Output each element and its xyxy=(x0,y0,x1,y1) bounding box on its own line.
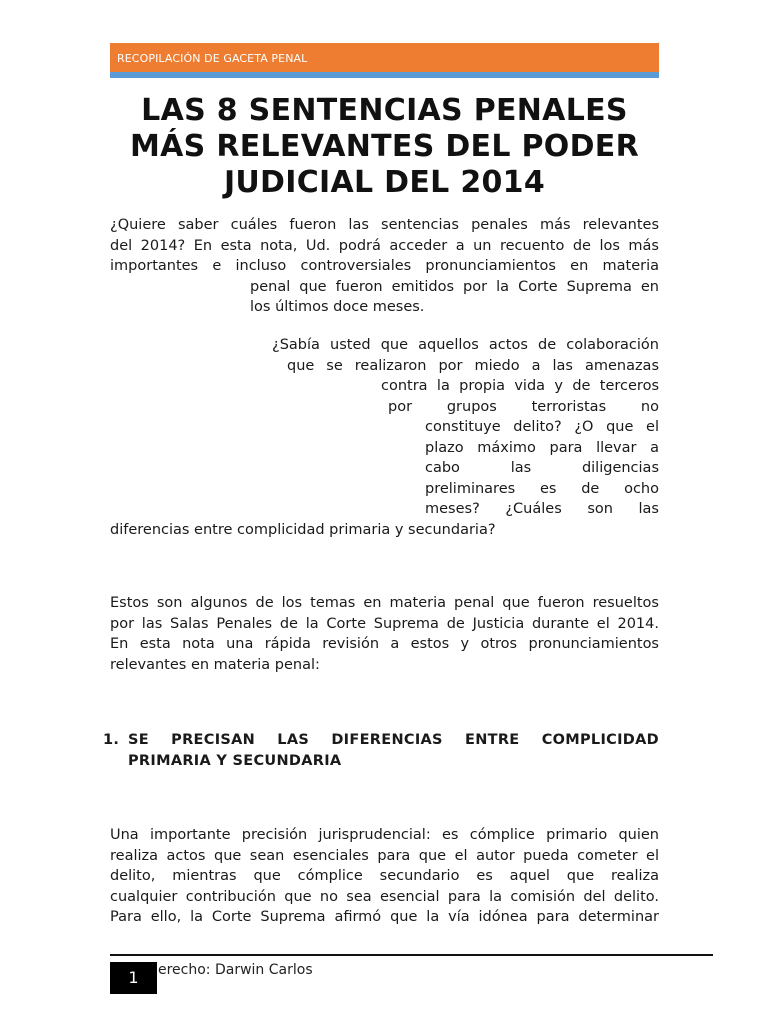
text-line: relevantes en materia penal: xyxy=(110,656,320,673)
footer-rule xyxy=(110,954,713,956)
text-line: preliminares es de ocho xyxy=(425,480,659,497)
text-line: del 2014? En esta nota, Ud. podrá acceder a un recuento de los más xyxy=(110,237,659,254)
section-number: 1. xyxy=(103,732,120,748)
header-accent-line xyxy=(110,72,659,78)
page-title xyxy=(110,93,659,201)
question-paragraph xyxy=(110,335,659,540)
header-label: RECOPILACIÓN DE GACETA PENAL xyxy=(117,52,308,65)
header-bar xyxy=(110,43,659,72)
text-line: constituye delito? ¿O que el xyxy=(425,419,659,435)
page-number: 1 xyxy=(110,962,157,994)
text-line: Para ello, la Corte Suprema afirmó que la vía idónea para determinar xyxy=(110,909,659,925)
text-line: meses? ¿Cuáles son las xyxy=(425,501,659,517)
text-line: que se realizaron por miedo a las amenazas xyxy=(287,357,659,374)
body-paragraph xyxy=(110,825,659,928)
section-heading-line: PRIMARIA Y SECUNDARIA xyxy=(128,752,342,769)
text-line: cabo las diligencias xyxy=(425,460,659,476)
title-line: MÁS RELEVANTES DEL PODER xyxy=(130,129,639,164)
text-line: cualquier contribución que no sea esencial para la comisión del delito. xyxy=(110,888,659,905)
text-line: realiza actos que sean esenciales para que el autor pueda cometer el xyxy=(110,847,659,864)
intro-paragraph xyxy=(110,215,659,318)
text-line: Una importante precisión jurisprudencial: es cómplice primario quien xyxy=(110,827,659,843)
footer-author: erecho: Darwin Carlos xyxy=(158,962,313,978)
text-line: plazo máximo para llevar a xyxy=(425,439,659,456)
text-line: por grupos terroristas no xyxy=(388,398,659,415)
summary-paragraph xyxy=(110,593,659,675)
text-line: importantes e incluso controversiales pronunciamientos en materia xyxy=(110,258,659,274)
text-line: los últimos doce meses. xyxy=(250,299,425,315)
text-line: En esta nota una rápida revisión a estos y otros pronunciamientos xyxy=(110,636,659,652)
text-line: diferencias entre complicidad primaria y secundaria? xyxy=(110,521,496,538)
text-line: Estos son algunos de los temas en materia penal que fueron resueltos xyxy=(110,595,659,611)
text-line: por las Salas Penales de la Corte Suprema de Justicia durante el 2014. xyxy=(110,615,659,632)
text-line: ¿Quiere saber cuáles fueron las sentencias penales más relevantes xyxy=(110,217,659,233)
text-line: ¿Sabía usted que aquellos actos de colaboración xyxy=(272,337,659,353)
text-line: delito, mientras que cómplice secundario es aquel que realiza xyxy=(110,868,659,884)
section-heading-line: SE PRECISAN LAS DIFERENCIAS ENTRE COMPLICIDAD xyxy=(128,732,659,748)
text-line: penal que fueron emitidos por la Corte Suprema en xyxy=(250,278,659,295)
text-line: contra la propia vida y de terceros xyxy=(381,378,659,394)
title-line: JUDICIAL DEL 2014 xyxy=(223,165,546,200)
title-line: LAS 8 SENTENCIAS PENALES xyxy=(141,93,628,128)
